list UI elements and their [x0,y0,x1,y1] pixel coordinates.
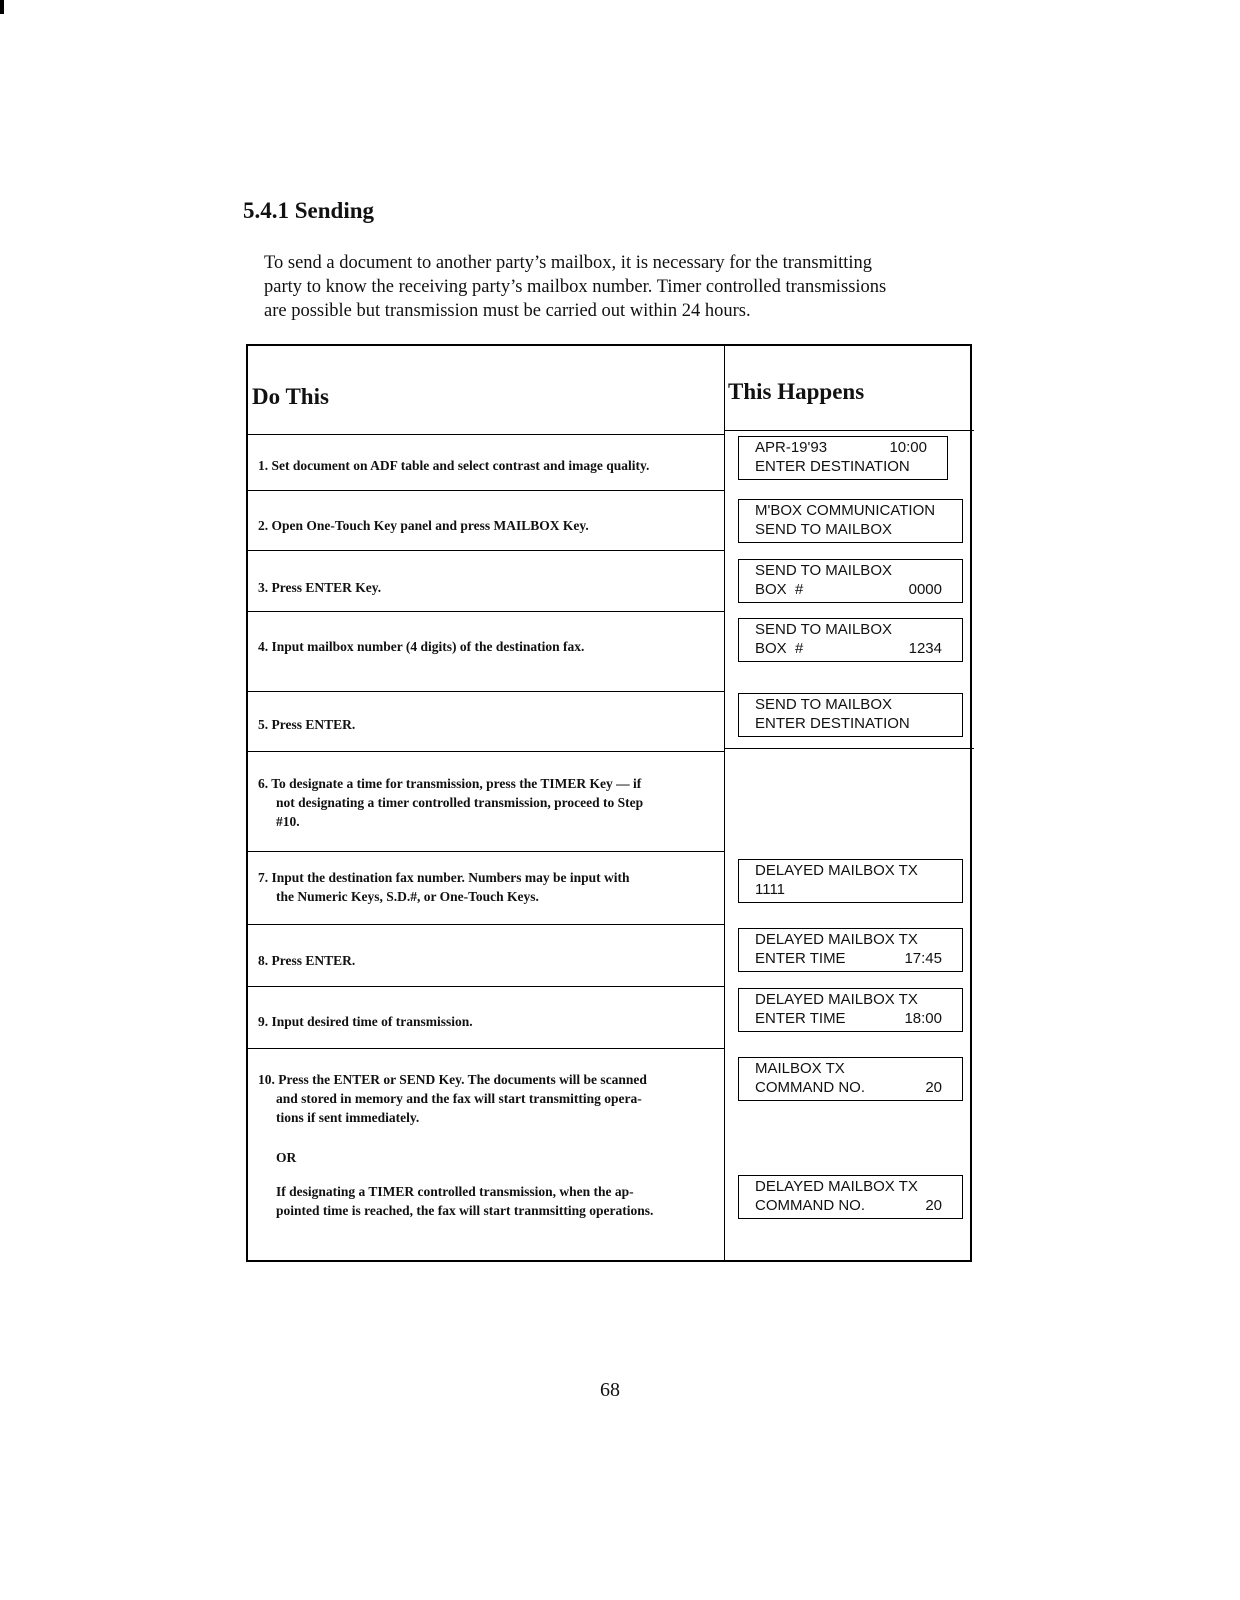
lcd-line-2: 1111 [755,881,786,898]
step-text-continued: not designating a timer controlled transmission, proceed to Step [276,795,644,810]
lcd-line-2: ENTER DESTINATION [755,458,910,475]
lcd-line-1: APR-19'93 [755,439,828,456]
step-text: 3. Press ENTER Key. [258,580,382,595]
lcd-line-2: BOX # [755,640,804,657]
step-6 [258,774,716,831]
lcd-line-1: DELAYED MAILBOX TX [755,862,918,879]
intro-line: party to know the receiving party’s mailbox number. Timer controlled transmissions [264,277,887,297]
lcd-line-1: MAILBOX TX [755,1060,845,1077]
lcd-display-1 [738,436,948,480]
lcd-display-4 [738,618,963,662]
step-text: If designating a TIMER controlled transmission, when the ap- [276,1184,634,1199]
step-text-continued: #10. [276,814,300,829]
step-2 [258,516,716,535]
row-divider [248,986,724,987]
row-divider [248,851,724,852]
step-text-continued: tions if sent immediately. [276,1110,420,1125]
step-3 [258,578,716,597]
lcd-line-2: ENTER DESTINATION [755,715,910,732]
lcd-value: 1234 [908,640,942,657]
lcd-value: 18:00 [904,1010,942,1027]
step-9 [258,1012,716,1031]
row-divider [248,924,724,925]
step-text-continued: and stored in memory and the fax will start transmitting opera- [276,1091,642,1106]
lcd-display-8 [738,928,963,972]
lcd-display-7 [738,859,963,903]
row-divider [724,748,974,749]
step-text: 6. To designate a time for transmission, press the TIMER Key — if [258,776,642,791]
lcd-value: 20 [925,1197,942,1214]
lcd-display-5 [738,693,963,737]
step-5 [258,715,716,734]
section-heading: 5.4.1 Sending [243,198,375,223]
step-text: 7. Input the destination fax number. Numbers may be input with [258,870,630,885]
step-text: 10. Press the ENTER or SEND Key. The documents will be scanned [258,1072,647,1087]
scan-edge-mark [0,0,4,14]
lcd-line-2: ENTER TIME [755,1010,846,1027]
step-10-timer [258,1182,716,1220]
lcd-line-1: M'BOX COMMUNICATION [755,502,936,519]
row-divider [248,1048,724,1049]
step-text-continued: pointed time is reached, the fax will start tranmsitting operations. [276,1203,654,1218]
lcd-display-timer [738,1175,963,1219]
row-divider [248,611,724,612]
lcd-line-1: DELAYED MAILBOX TX [755,931,918,948]
step-text: 4. Input mailbox number (4 digits) of the destination fax. [258,639,585,654]
row-divider [248,550,724,551]
intro-line: To send a document to another party’s mailbox, it is necessary for the transmitting [264,253,873,273]
lcd-value: 17:45 [904,950,942,967]
step-text-continued: the Numeric Keys, S.D.#, or One-Touch Keys. [276,889,539,904]
step-text: 9. Input desired time of transmission. [258,1014,473,1029]
lcd-value: 20 [925,1079,942,1096]
lcd-line-1: DELAYED MAILBOX TX [755,991,918,1008]
lcd-value: 0000 [908,581,942,598]
step-text-or: OR [276,1150,297,1165]
lcd-line-2: SEND TO MAILBOX [755,521,892,538]
lcd-line-2: COMMAND NO. [755,1197,865,1214]
column-header-this-happens: This Happens [728,379,865,404]
step-10-or [258,1148,716,1167]
step-text: 8. Press ENTER. [258,953,356,968]
lcd-line-1: SEND TO MAILBOX [755,562,892,579]
lcd-display-10 [738,1057,963,1101]
lcd-display-3 [738,559,963,603]
intro-line: are possible but transmission must be carried out within 24 hours. [264,301,751,321]
step-text: 5. Press ENTER. [258,717,356,732]
row-divider [248,691,724,692]
step-text: 1. Set document on ADF table and select contrast and image quality. [258,458,650,473]
column-header-do-this: Do This [252,384,329,409]
step-8 [258,951,716,970]
column-divider [724,346,725,1260]
lcd-line-1: SEND TO MAILBOX [755,696,892,713]
step-1 [258,456,716,475]
row-divider [248,751,724,752]
row-divider [248,490,724,491]
step-4 [258,637,716,656]
lcd-line-2: BOX # [755,581,804,598]
step-7 [258,868,716,906]
instruction-table [246,344,972,1262]
lcd-display-9 [738,988,963,1032]
lcd-line-2: COMMAND NO. [755,1079,865,1096]
row-divider [724,430,974,431]
lcd-line-1: DELAYED MAILBOX TX [755,1178,918,1195]
page-number: 68 [600,1379,620,1401]
intro-paragraph [264,251,964,323]
step-10 [258,1070,716,1127]
step-text: 2. Open One-Touch Key panel and press MAILBOX Key. [258,518,589,533]
lcd-display-2 [738,499,963,543]
row-divider [248,434,724,435]
lcd-value: 10:00 [889,439,927,456]
lcd-line-1: SEND TO MAILBOX [755,621,892,638]
lcd-line-2: ENTER TIME [755,950,846,967]
